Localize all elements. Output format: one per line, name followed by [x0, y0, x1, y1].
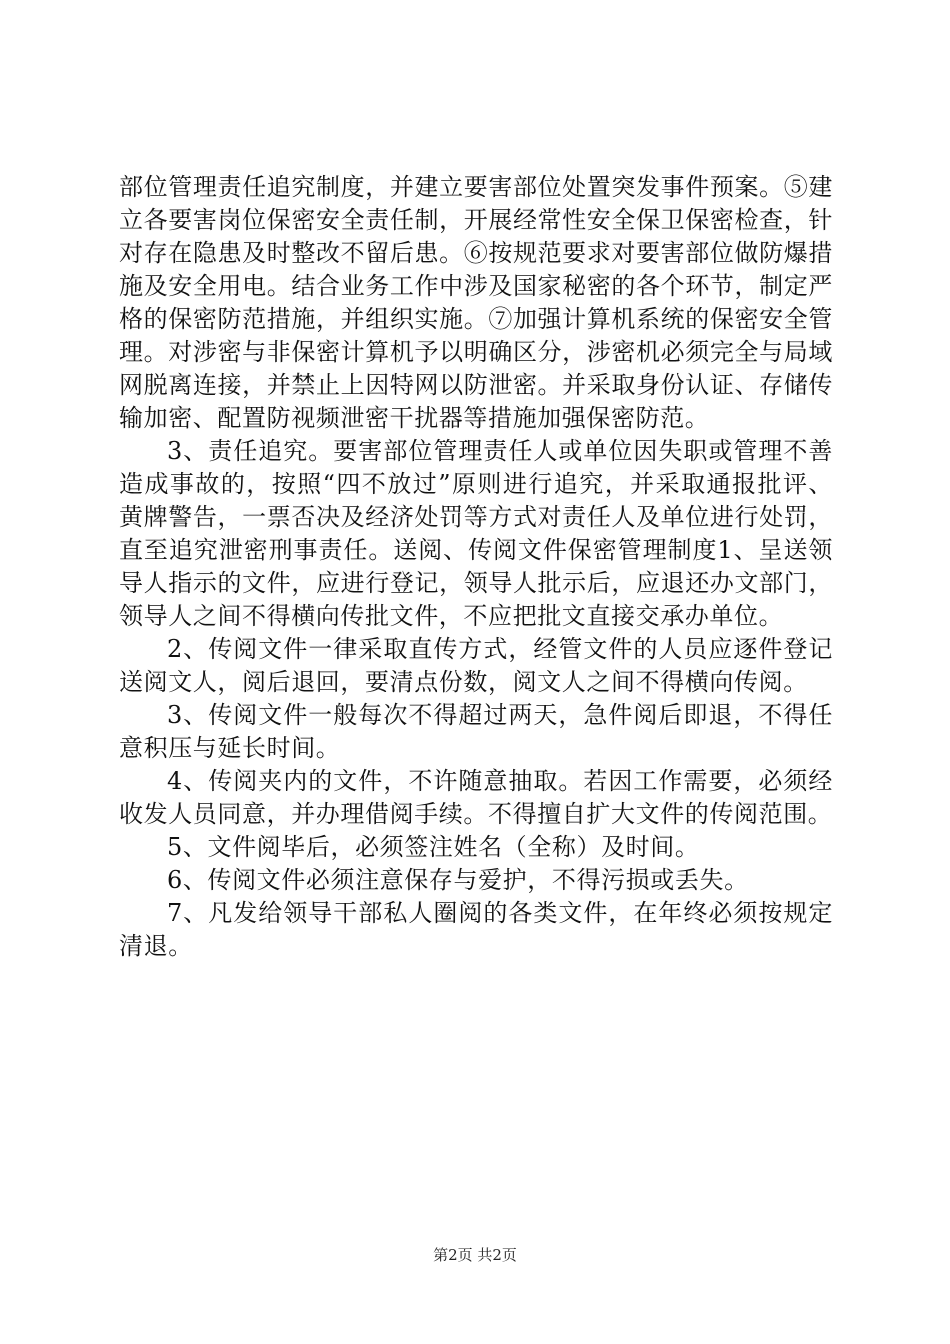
- paragraph-rule-5: 5、文件阅毕后，必须签注姓名（全称）及时间。: [167, 833, 700, 861]
- paragraph-continuation: 部位管理责任追究制度，并建立要害部位处置突发事件预案。⑤建立各要害岗位保密安全责任制，开展经常性安全保卫保密检查，针对存在隐患及时整改不留后患。⑥按规范要求对要害部位做防爆措施及安全用电。结合业务工作中涉及国家秘密的各个环节，制定严格的保密防范措施，并组织实施。⑦加强计算机系统的保密安全管理。对涉密与非保密计算机予以明确区分，涉密机必须完全与局域网脱离连接，并禁止上因特网以防泄密。并采取身份认证、存储传输加密、配置防视频泄密干扰器等措施加强保密防范。: [119, 173, 833, 432]
- paragraph-rule-4: 4、传阅夹内的文件，不许随意抽取。若因工作需要，必须经收发人员同意，并办理借阅手续。不得擅自扩大文件的传阅范围。: [119, 767, 833, 828]
- paragraph-rule-3: 3、传阅文件一般每次不得超过两天，急件阅后即退，不得任意积压与延长时间。: [119, 701, 833, 762]
- paragraph-responsibility: 3、责任追究。要害部位管理责任人或单位因失职或管理不善造成事故的，按照“四不放过”原则进行追究，并采取通报批评、黄牌警告，一票否决及经济处罚等方式对责任人及单位进行处罚，直至追究泄密刑事责任。送阅、传阅文件保密管理制度1、呈送领导人指示的文件，应进行登记，领导人批示后，应退还办文部门，领导人之间不得横向传批文件，不应把批文直接交承办单位。: [119, 437, 833, 630]
- paragraph-rule-7: 7、凡发给领导干部私人圈阅的各类文件，在年终必须按规定清退。: [119, 899, 833, 960]
- paragraph-rule-6: 6、传阅文件必须注意保存与爱护，不得污损或丢失。: [167, 866, 749, 894]
- page-number-footer: 第2页 共2页: [433, 1246, 517, 1264]
- document-body: [119, 171, 833, 963]
- paragraph-rule-2: 2、传阅文件一律采取直传方式，经管文件的人员应逐件登记送阅文人，阅后退回，要清点份数，阅文人之间不得横向传阅。: [119, 635, 833, 696]
